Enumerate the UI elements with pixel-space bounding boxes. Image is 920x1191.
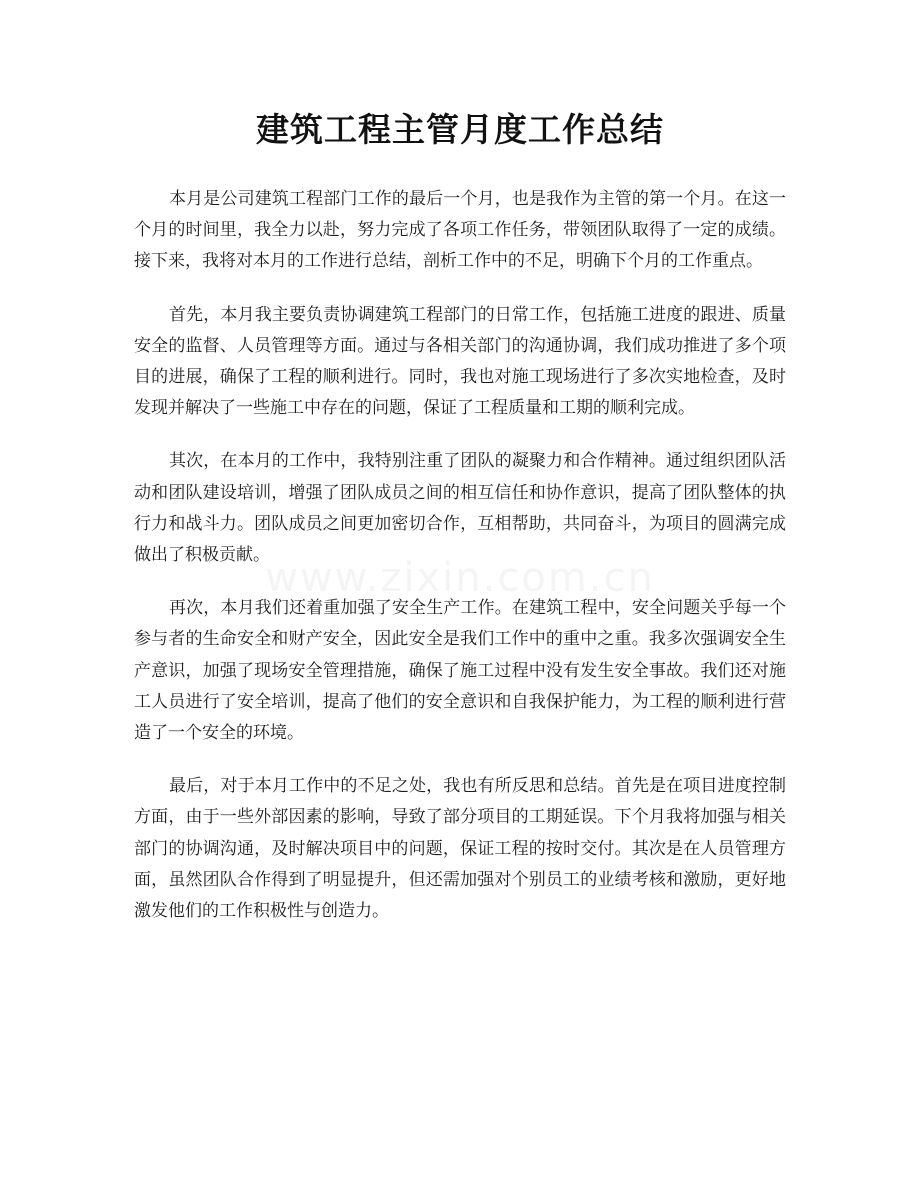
paragraph-last: 最后，对于本月工作中的不足之处，我也有所反思和总结。首先是在项目进度控制方面，由于一些外部因素的影响，导致了部分项目的工期延误。下个月我将加强与相关部门的协调沟通，及时解决项目中的问题，保证工程的按时交付。其次是在人员管理方面，虽然团队合作得到了明显提升，但还需加强对个别员工的业绩考核和激励，更好地激发他们的工作积极性与创造力。 — [134, 776, 786, 922]
watermark: www.zixin.com.cn — [265, 555, 655, 601]
paragraph-second: 其次，在本月的工作中，我特别注重了团队的凝聚力和合作精神。通过组织团队活动和团队建设培训，增强了团队成员之间的相互信任和协作意识，提高了团队整体的执行力和战斗力。团队成员之间更加密切合作，互相帮助，共同奋斗，为项目的圆满完成做出了积极贡献。 — [134, 451, 786, 566]
paragraph-first: 首先，本月我主要负责协调建筑工程部门的日常工作，包括施工进度的跟进、质量安全的监督、人员管理等方面。通过与各相关部门的沟通协调，我们成功推进了多个项目的进展，确保了工程的顺利进行。同时，我也对施工现场进行了多次实地检查，及时发现并解决了一些施工中存在的问题，保证了工程质量和工期的顺利完成。 — [134, 304, 786, 419]
document-title: 建筑工程主管月度工作总结 — [256, 110, 664, 149]
document-body — [134, 184, 786, 949]
paragraph-intro: 本月是公司建筑工程部门工作的最后一个月，也是我作为主管的第一个月。在这一个月的时间里，我全力以赴，努力完成了各项工作任务，带领团队取得了一定的成绩。接下来，我将对本月的工作进行总结，剖析工作中的不足，明确下个月的工作重点。 — [134, 189, 786, 272]
paragraph-third: 再次，本月我们还着重加强了安全生产工作。在建筑工程中，安全问题关乎每一个参与者的生命安全和财产安全，因此安全是我们工作中的重中之重。我多次强调安全生产意识，加强了现场安全管理措施，确保了施工过程中没有发生安全事故。我们还对施工人员进行了安全培训，提高了他们的安全意识和自我保护能力，为工程的顺利进行营造了一个安全的环境。 — [134, 598, 786, 744]
